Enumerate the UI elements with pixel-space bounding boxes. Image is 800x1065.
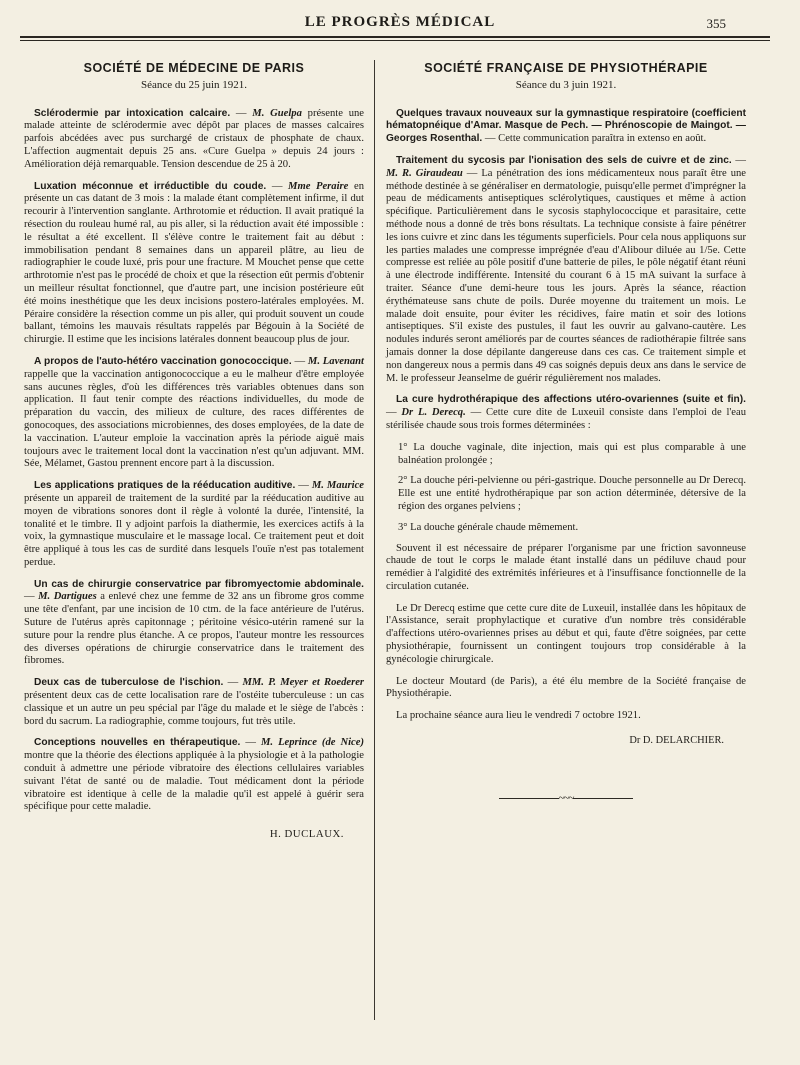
article-sycosis: Traitement du sycosis par l'ionisation des sels de cuivre et de zinc. — M. R. Giraudeau — La pénétration des ions médicamenteux nous paraît être une méthode destinée à se généraliser en dermatologie, puisqu'elle permet d'imprégner la peau de médicaments antiseptiques sclérolytiques, caustiques et même à action spécifique. Particulièrement dans le sycosis staphylococcique et parasitaire, cette méthode nous a donné de très bons résultats. La technique consiste à faire pénétrer les ions cuivre et zinc dans les téguments superficiels. Pour cela nous appliquons sur les parties malades une compresse imprégnée d'eau d'Alibour diluée au 1/5e. Cette compresse est reliée au pôle positif d'une batterie de piles, le pôle négatif étant réuni à une électrode indifférente. Intensité du courant 6 à 15 mA suivant la surface à traiter. Séance d'une demi-heure tous les jours. Après la séance, réaction érythémateuse sans chute de poils. Durée moyenne du traitement un mois. Le malade doit ensuite, pour éviter les récidives, faire matin et soir des lotions antiseptiques. S'il existe des pustules, il faut les ouvrir au galvano-cautère. Les nodules indurés seront améliorés par de courtes séances de radiothérapie filtrée sans jamais donner la dose dépilante dangereuse dans ces cas. Ce traitement simple et non dangereux nous a permis dans 49 cas soignés depuis deux ans dans le service de M. le professeur Jeanselme de guérir régulièrement nos malades. xyxy=(386,154,747,384)
article-title: A propos de l'auto-hétéro vaccination gonococcique. xyxy=(34,355,292,367)
article-text: présente une malade atteinte de sclérodermie avec dépôt par places de masses calcaires parfois abcédées avec pus surchargé de cristaux de phosphate de chaux. L'affection augmentait depuis 25 ans. «Cure Guelpa » depuis 24 jours : Amélioration déjà remarquable. Tension descendue de 25 à 20. xyxy=(24,107,364,170)
article-author: MM. P. Meyer et Roederer xyxy=(242,677,365,689)
article-text: présente un appareil de traitement de la surdité par la rééducation auditive au moyen de vibrations sonores dont il règle à volonté la durée, l'intensité, la tonalité et le timbre. Il y adjoint parfois la diathermie, les exercices actifs à la voix, la gymnastique musculaire et le massage local. Ce traitement peut et doit être appliqué à tous les cas de surdité dans lesquels l'ouïe n'est pas totalement perdue. xyxy=(24,492,364,568)
article-author: Mme Peraire xyxy=(288,180,349,192)
header-rule xyxy=(20,36,770,38)
society-title-right: SOCIÉTÉ FRANÇAISE DE PHYSIOTHÉRAPIE xyxy=(424,61,708,75)
column-divider xyxy=(374,60,375,1020)
cure-paragraph-1: Souvent il est nécessaire de préparer l'organisme par une friction savonneuse chaude de tout le corps le malade étant installé dans un pédiluve chaud pour remédier à l'algidité des extrémités inférieures et à l'insuffisance fonctionnelle de la circulation cutanée. xyxy=(386,542,746,592)
signature-right: Dr D. DELARCHIER. xyxy=(629,735,724,747)
article-title: Conceptions nouvelles en thérapeutique. xyxy=(34,737,241,749)
header-rule-thin xyxy=(20,40,770,41)
page-number: 355 xyxy=(706,16,726,31)
article-text: — La pénétration des ions médicamenteux nous paraît être une méthode destinée à se généraliser en dermatologie, puisqu'elle permet d'imprégner la peau de médicaments antiseptiques sclérolytiques, caustiques et même à action spécifique. Particulièrement dans le sycosis staphylococcique et parasitaire, cette méthode nous a donné de très bons résultats. La technique consiste à faire pénétrer les ions cuivre et zinc dans les téguments superficiels. Pour cela nous appliquons sur les parties malades une compresse imprégnée d'eau d'Alibour diluée au 1/5e. Cette compresse est reliée au pôle positif d'une batterie de piles, le pôle négatif étant réuni à une électrode indifférente. Intensité du courant 6 à 15 mA suivant la surface à traiter. Séance d'une demi-heure tous les jours. Après la séance, réaction érythémateuse sans chute de poils. Durée moyenne du traitement un mois. Le malade doit ensuite, pour éviter les récidives, faire matin et soir des lotions antiseptiques. S'il existe des pustules, il faut les ouvrir au galvano-cautère. Les nodules indurés seront améliorés par de courtes séances de radiothérapie filtrée sans jamais donner la dose dépilante dangereuse dans ces cas. Ce traitement simple et non dangereux nous a permis dans 49 cas soignés depuis deux ans dans le service de M. le professeur Jeanselme de guérir régulièrement nos malades. xyxy=(386,167,747,384)
article-author: M. Leprince (de Nice) xyxy=(260,737,364,749)
article-author: M. R. Giraudeau xyxy=(386,167,463,179)
article-title: Un cas de chirurgie conservatrice par fibromyectomie abdominale. xyxy=(34,578,364,590)
article-ischion: Deux cas de tuberculose de l'ischion. — MM. P. Meyer et Roederer présentent deux cas de cette localisation rare de l'ostéite tuberculeuse : un cas classique et un autre un peu spécial par l'âge du malade et le siège de l'abcès : bord du sacrum. La radiographie, comme toujours, fut très utile. xyxy=(24,677,365,727)
article-title: Deux cas de tuberculose de l'ischion. xyxy=(34,677,224,689)
cure-item-1: 1° La douche vaginale, dite injection, mais qui est plus comparable à une balnéation prolongée ; xyxy=(398,441,746,466)
left-column xyxy=(24,50,364,841)
article-therapeutique: Conceptions nouvelles en thérapeutique. — M. Leprince (de Nice) montre que la théorie des élections appliquée à la physiologie et à la pathologie conduit à admettre une période vibratoire des élections cellulaires variables suivant l'état de santé ou de maladie. Tout médicament dont la période vibratoire est identique à celle de la maladie qu'il est appelé à guérir sera spécifique pour cette maladie. xyxy=(24,737,364,813)
article-text: rappelle que la vaccination antigonococcique a eu le malheur d'être employée sans aucunes règles, d'où les différences très variables obtenues dans son application. Il faut tenir compte des réactions individuelles, du mode de préparation du vaccin, des milieux de culture, des races différentes de gonocoques, des associations microbiennes, des doses employées, de la date de la vaccination. L'auteur emploie la vaccination après la période aiguë mais toujours avec le traitement local dont la vaccination n'est qu'un adjuvant. MM. Sée, Mélamet, Gastou prennent encore part à la discussion. xyxy=(24,368,364,470)
article-author: M. Maurice xyxy=(311,480,364,492)
cure-paragraph-4: La prochaine séance aura lieu le vendredi 7 octobre 1921. xyxy=(396,710,641,722)
article-text: en présente un cas datant de 3 mois : la malade étant complètement infirme, il dut recourir à l'intervention sanglante. Arthrotomie et réduction. Il avait pratiqué la résection du rouleau humé ral, au pis aller, si la réduction avait été impossible : le résultat a été excellent. Il s'élève contre le traitement fait au début : immobilisation pendant 8 semaines dans un appareil plâtre, au lieu de radiographier le coude luxé, pris pour une fracture. M Mouchet pense que cette arthrotomie n'est pas le procédé de choix et que la résection eût permis d'obtenir un meilleur résultat fonctionnel, que d'autre part, une incision postérieure eût été moins inesthétique que les deux incisions postero-latérales employées. M. Péraire considère la résection comme un pis aller, qui produit souvent un coude ballant, témoins les mauvais résultats rappelés par Bégouin à la Société de chirurgie. Il estime que les incisions latérales donnent beaucoup plus de jour. xyxy=(24,180,364,346)
article-author: M. Dartigues xyxy=(38,591,97,603)
article-author: Dr L. Derecq. xyxy=(401,407,466,419)
article-cure: La cure hydrothérapique des affections utéro-ovariennes (suite et fin). — Dr L. Derecq. — Cette cure dite de Luxeuil consiste dans l'emploi de l'eau stérilisée chaude sous trois formes déterminées : xyxy=(386,394,747,431)
article-vaccination: A propos de l'auto-hétéro vaccination gonococcique. — M. Lavenant rappelle que la vaccination antigonococcique a eu le malheur d'être employée sans aucunes règles, d'où les différences très variables obtenues dans son application. Il faut tenir compte des réactions individuelles, du mode de préparation du vaccin, des milieux de culture, des races différentes de gonocoques, des associations microbiennes, des doses employées, de la date de la vaccination. L'auteur emploie la vaccination après la période aiguë mais toujours avec le traitement local dont la vaccination n'est qu'un adjuvant. MM. Sée, Mélamet, Gastou prennent encore part à la discussion. xyxy=(24,355,364,470)
society-title-left: SOCIÉTÉ DE MÉDECINE DE PARIS xyxy=(83,61,305,75)
article-title: Quelques travaux nouveaux sur la gymnastique respiratoire (coefficient hématopnéique d'Amar. Masque de Pech. — Phrénoscopie de Maingot. — Georges Rosenthal. xyxy=(386,107,746,145)
section-end-ornament: ~~~ xyxy=(466,792,666,805)
page-header xyxy=(0,12,800,42)
article-reeducation: Les applications pratiques de la rééducation auditive. — M. Maurice présente un appareil de traitement de la surdité par la rééducation auditive au moyen de vibrations sonores dont il règle à volonté la durée, l'intensité, la tonalité et le timbre. Il y adjoint parfois la diathermie, les exercices actifs à la voix, la gymnastique musculaire et le massage local. Ce traitement peut et doit être appliqué à tous les cas de surdité dans lesquels l'ouïe n'est pas totalement perdue. xyxy=(24,480,364,568)
article-luxation: Luxation méconnue et irréductible du coude. — Mme Peraire en présente un cas datant de 3 mois : la malade étant complètement infirme, il dut recourir à l'intervention sanglante. Arthrotomie et réduction. Il avait pratiqué la résection du rouleau humé ral, au pis aller, si la réduction avait été impossible : le résultat a été excellent. Il s'élève contre le traitement fait au début : immobilisation pendant 8 semaines dans un appareil plâtre, au lieu de radiographier le coude luxé, pris pour une fracture. M Mouchet pense que cette arthrotomie n'est pas le procédé de choix et que la résection eût permis d'obtenir un meilleur résultat fonctionnel, que d'autre part, une incision postérieure eût été moins inesthétique que les deux incisions postero-latérales employées. M. Péraire considère la résection comme un pis aller, qui produit souvent un coude ballant, témoins les mauvais résultats rappelés par Bégouin à la Société de chirurgie. Il estime que les incisions latérales donnent beaucoup plus de jour. xyxy=(24,180,364,346)
cure-paragraph-3: Le docteur Moutard (de Paris), a été élu membre de la Société française de Physiothérapie. xyxy=(386,675,746,700)
article-title: Traitement du sycosis par l'ionisation des sels de cuivre et de zinc. xyxy=(396,154,732,166)
article-text: présentent deux cas de cette localisation rare de l'ostéite tuberculeuse : un cas classique et un autre un peu spécial par l'âge du malade et le siège de l'abcès : bord du sacrum. La radiographie, comme toujours, fut très utile. xyxy=(24,690,364,727)
session-date-right: Séance du 3 juin 1921. xyxy=(515,78,617,91)
article-fibromyectomie: Un cas de chirurgie conservatrice par fibromyectomie abdominale. — M. Dartigues a enlevé chez une femme de 32 ans un fibrome gros comme une tête d'enfant, par une incision de 10 ctm. de la face antérieure de l'utérus. Suture de l'utérus après capitonnage ; péritoine vésico-utérin ramené sur la suture pour la rendre plus étanche. A ce propos, l'auteur montre les ressources des diverses opérations de chirurgie conservatrice dans le traitement des fibromes. xyxy=(24,578,364,667)
signature-left: H. DUCLAUX. xyxy=(269,828,344,841)
article-author: M. Lavenant xyxy=(307,355,364,367)
cure-item-3: 3° La douche générale chaude mêmement. xyxy=(398,521,579,533)
article-gymnastique xyxy=(386,108,746,146)
article-title: La cure hydrothérapique des affections utéro-ovariennes (suite et fin). xyxy=(396,394,746,406)
article-title: Luxation méconnue et irréductible du coude. xyxy=(34,180,267,192)
article-text: montre que la théorie des élections appliquée à la physiologie et à la pathologie conduit à admettre une période vibratoire des élections cellulaires variables suivant l'état de santé ou de maladie. Tout médicament dont la période vibratoire est identique à celle de la maladie qu'il est appelé à guérir sera spécifique pour cette maladie. xyxy=(24,750,364,813)
article-text: a enlevé chez une femme de 32 ans un fibrome gros comme une tête d'enfant, par une incision de 10 ctm. de la face antérieure de l'utérus. Suture de l'utérus après capitonnage ; péritoine vésico-utérin ramené sur la suture pour la rendre plus étanche. A ce propos, l'auteur montre les ressources des diverses opérations de chirurgie conservatrice dans le traitement des fibromes. xyxy=(24,591,364,667)
cure-item-2: 2° La douche péri-pelvienne ou péri-gastrique. Douche personnelle au Dr Derecq. Elle est une entité hydrothérapique par son action déterminée, détersive de la région des organes pelviens ; xyxy=(398,475,746,512)
running-title: LE PROGRÈS MÉDICAL xyxy=(304,14,496,30)
article-title: Les applications pratiques de la rééducation auditive. xyxy=(34,480,296,492)
article-title: Sclérodermie par intoxication calcaire. xyxy=(34,107,231,119)
article-text: — Cette communication paraîtra in extenso en août. xyxy=(484,133,707,145)
right-column xyxy=(386,50,746,805)
article-text: — Cette cure dite de Luxeuil consiste dans l'emploi de l'eau stérilisée chaude sous trois formes déterminées : xyxy=(386,407,747,431)
session-date-left: Séance du 25 juin 1921. xyxy=(140,78,247,91)
cure-paragraph-2: Le Dr Derecq estime que cette cure dite de Luxeuil, installée dans les hôpitaux de l'Assistance, serait prophylactique et curative d'un nombre très considérable d'affections utéro-ovariennes prises au début et qui, faute d'être soignées, par cette physiothérapie, fournissent un contingent toujours trop considérable à la gynécologie chirurgicale. xyxy=(386,602,746,665)
article-sclerodermie: Sclérodermie par intoxication calcaire. — M. Guelpa présente une malade atteinte de sclérodermie avec dépôt par places de masses calcaires parfois abcédées avec pus surchargé de cristaux de phosphate de chaux. L'affection augmentait depuis 25 ans. «Cure Guelpa » depuis 24 jours : Amélioration déjà remarquable. Tension descendue de 25 à 20. xyxy=(24,107,364,170)
article-author: M. Guelpa xyxy=(252,107,302,119)
